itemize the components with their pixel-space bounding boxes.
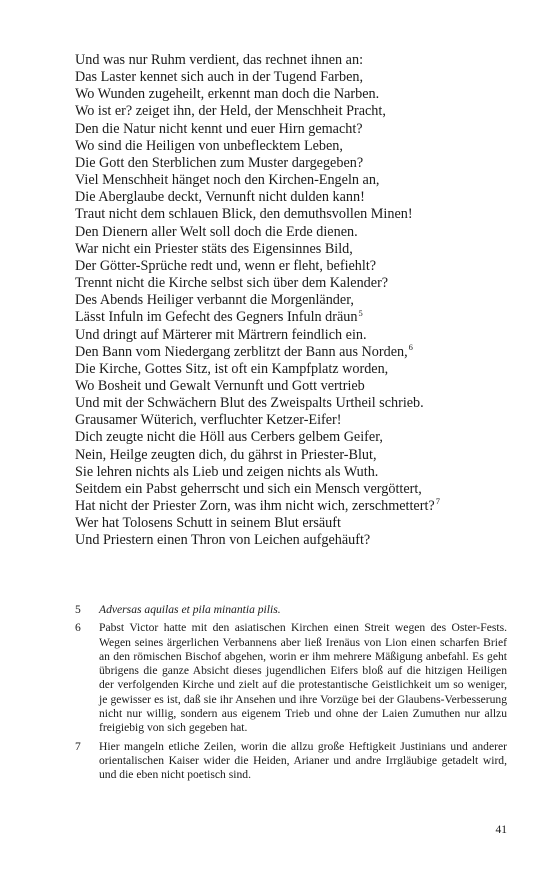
poem-line-text: Die Kirche, Gottes Sitz, ist oft ein Kampfplatz worden, <box>75 360 389 377</box>
poem-line <box>75 121 495 138</box>
poem-line <box>75 172 495 189</box>
poem-body <box>75 52 495 550</box>
poem-line-text: Und Priestern einen Thron von Leichen aufgehäuft? <box>75 532 371 549</box>
footnote-text: Adversas aquilas et pila minantia pilis. <box>99 603 281 616</box>
poem-line <box>75 86 495 103</box>
footnote <box>75 603 507 617</box>
footnote-text: Hier mangeln etliche Zeilen, worin die allzu große Heftigkeit Justinians und anderer orientalischen Kaiser wider die Heiden, Arianer und andre Irrgläubige getadelt wird, und die eben nicht poetisch sind. <box>99 739 507 782</box>
poem-line <box>75 206 495 223</box>
poem-line-text: Und was nur Ruhm verdient, das rechnet ihnen an: <box>75 52 364 68</box>
poem-line-text: Das Laster kennet sich auch in der Tugend Farben, <box>75 69 364 86</box>
poem-line-text: Trennt nicht die Kirche selbst sich über dem Kalender? <box>75 275 389 292</box>
poem-line <box>75 292 495 309</box>
poem-line-text: Der Götter-Sprüche redt und, wenn er fleht, befiehlt? <box>75 257 377 274</box>
footnote-reference: 7 <box>435 496 440 507</box>
poem-line <box>75 464 495 481</box>
poem-line <box>75 275 495 292</box>
poem-line-text: Dich zeugte nicht die Höll aus Cerbers gelbem Geifer, <box>75 429 383 446</box>
poem-line-text: Die Gott den Sterblichen zum Muster dargegeben? <box>75 154 364 171</box>
poem-line <box>75 309 495 326</box>
poem-line-text: Viel Menschheit hänget noch den Kirchen-Engeln an, <box>75 172 380 189</box>
poem-line-text: Wo Bosheit und Gewalt Vernunft und Gott vertrieb <box>75 377 365 394</box>
poem-line-text: Wer hat Tolosens Schutt in seinem Blut ersäuft <box>75 515 341 532</box>
footnote <box>75 621 507 735</box>
poem-line-text: Wo ist er? zeiget ihn, der Held, der Menschheit Pracht, <box>75 103 386 120</box>
poem-line <box>75 138 495 155</box>
poem-line <box>75 224 495 241</box>
footnote <box>75 740 507 783</box>
footnote-number: 6 <box>75 621 81 635</box>
poem-line <box>75 515 495 532</box>
poem-line <box>75 258 495 275</box>
poem-line-text: War nicht ein Priester stäts des Eigensinnes Bild, <box>75 240 353 257</box>
poem-line-text: Grausamer Wüterich, verfluchter Ketzer-Eifer! <box>75 412 342 429</box>
poem-line <box>75 532 495 549</box>
poem-line <box>75 327 495 344</box>
footnote-text: Pabst Victor hatte mit den asiatischen Kirchen einen Streit wegen des Oster-Fests. Wegen seines ärgerlichen Verbannens aber ließ Irenäus von Lion einen scharfen Brief an den römischen Bischof abgehen, worin er ihm mehrere Mäßigung anbefahl. Es geht übrigens die ganze Absicht dieses jugendlichen Eifers bloß auf die hitzigen Heiligen der verfolgenden Kirche und zielt auf die protestantische Geistlichkeit um so weniger, je gewisser es ist, daß sie ihr Ansehen und ihre Vorzüge bei der Glaubens-Verbesserung nicht nur willig, sondern aus eigenem Trieb und ohne der Laien Zumuthen nur allzu freigiebig von sich gegeben hat. <box>99 621 507 735</box>
page-number: 41 <box>495 824 507 836</box>
poem-line <box>75 241 495 258</box>
poem-line-text: Nein, Heilge zeugten dich, du gährst in Priester-Blut, <box>75 446 377 463</box>
poem-line-text: Hat nicht der Priester Zorn, was ihm nicht wich, zerschmettert? <box>75 498 435 515</box>
poem-line <box>75 447 495 464</box>
poem-line-text: Den Dienern aller Welt soll doch die Erde dienen. <box>75 223 358 240</box>
poem-line-text: Lässt Infuln im Gefecht des Gegners Infuln dräun <box>75 309 358 326</box>
poem-line-text: Den die Natur nicht kennt und euer Hirn gemacht? <box>75 120 363 137</box>
poem-line-text: Sie lehren nichts als Lieb und zeigen nichts als Wuth. <box>75 463 379 480</box>
poem-line <box>75 412 495 429</box>
poem-line <box>75 378 495 395</box>
poem-line-text: Und mit der Schwächern Blut des Zweispalts Urtheil schrieb. <box>75 395 424 412</box>
poem-line-text: Die Aberglaube deckt, Vernunft nicht dulden kann! <box>75 189 365 206</box>
footnote-reference: 5 <box>358 307 363 318</box>
poem-line-text: Wo sind die Heiligen von unbeflecktem Leben, <box>75 137 343 154</box>
poem-line <box>75 481 495 498</box>
poem-line <box>75 52 495 69</box>
poem-line <box>75 395 495 412</box>
poem-line <box>75 429 495 446</box>
poem-line-text: Seitdem ein Pabst geherrscht und sich ein Mensch vergöttert, <box>75 480 422 497</box>
poem-line <box>75 103 495 120</box>
poem-line <box>75 69 495 86</box>
poem-line <box>75 498 495 515</box>
poem-line <box>75 341 495 361</box>
poem-line-text: Des Abends Heiliger verbannt die Morgenländer, <box>75 292 354 309</box>
poem-line <box>75 189 495 206</box>
poem-line <box>75 155 495 172</box>
poem-line-text: Wo Wunden zugeheilt, erkennt man doch die Narben. <box>75 86 380 103</box>
poem-line <box>75 361 495 378</box>
poem-line-text: Und dringt auf Märterer mit Märtrern feindlich ein. <box>75 326 367 343</box>
poem-line-text: Traut nicht dem schlauen Blick, den demuthsvollen Minen! <box>75 206 413 223</box>
footnote-reference: 6 <box>408 341 413 352</box>
footnote-number: 7 <box>75 739 81 753</box>
poem-line-text: Den Bann vom Niedergang zerblitzt der Bann aus Norden, <box>75 343 408 360</box>
footnotes <box>75 603 507 787</box>
footnote-number: 5 <box>75 603 81 616</box>
